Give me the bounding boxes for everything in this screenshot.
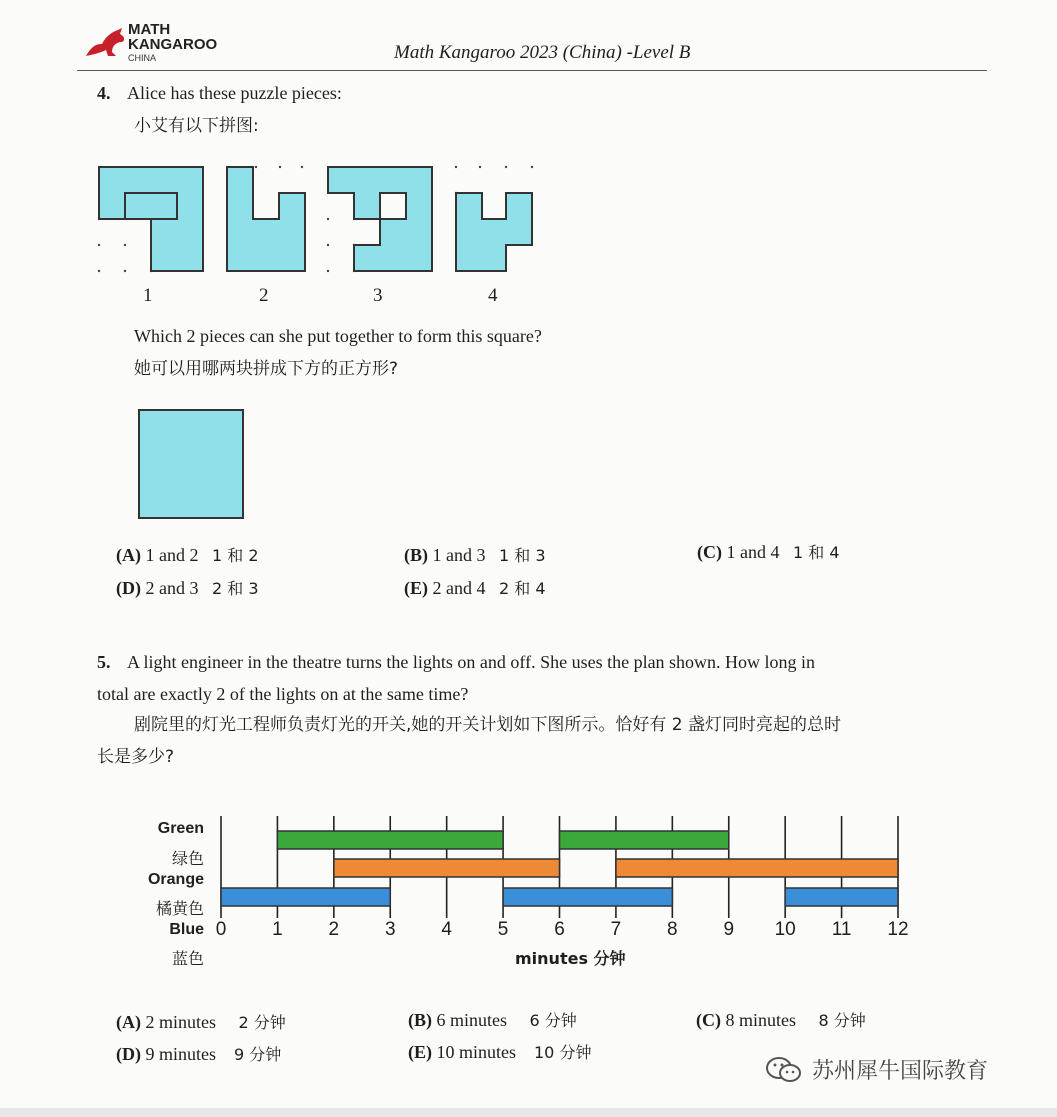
tick-label-8: 8 (667, 919, 678, 940)
q5-text-cn-line1: 剧院里的灯光工程师负责灯光的开关,她的开关计划如下图所示。恰好有 2 盏灯同时亮起的总时 (134, 715, 842, 735)
tick-label-10: 10 (774, 919, 796, 940)
tick-label-6: 6 (554, 919, 565, 940)
logo-china: CHINA (128, 53, 157, 63)
tick-label-5: 5 (497, 919, 509, 940)
watermark (764, 1054, 988, 1085)
q5-option-b[interactable]: (B) 6 minutes 6 分钟 (408, 1010, 577, 1030)
piece-2 (227, 167, 305, 271)
green-bar-1 (277, 831, 503, 849)
orange-bar-2 (616, 859, 898, 877)
q5-option-e[interactable]: (E) 10 minutes 10 分钟 (408, 1042, 592, 1062)
piece-label-3: 3 (373, 285, 383, 306)
wechat-icon (764, 1055, 804, 1085)
green-bar-2 (560, 831, 729, 849)
q4-option-e[interactable]: (E) 2 and 4 2 和 4 (404, 578, 546, 598)
q4-option-d[interactable]: (D) 2 and 3 2 和 3 (116, 578, 259, 598)
q4-question-cn: 她可以用哪两块拼成下方的正方形? (134, 359, 399, 379)
tick-label-3: 3 (384, 919, 396, 940)
q4-option-b[interactable]: (B) 1 and 3 1 和 3 (404, 545, 546, 565)
legend-orange: Orange (147, 871, 204, 888)
piece-label-2: 2 (259, 285, 269, 306)
tick-label-0: 0 (215, 919, 227, 940)
q4-option-c[interactable]: (C) 1 and 4 1 和 4 (697, 542, 840, 562)
puzzle-pieces-figure (90, 158, 540, 283)
kangaroo-logo-icon (82, 26, 128, 60)
piece-label-4: 4 (488, 285, 498, 306)
tick-labels (200, 919, 920, 945)
logo-math: MATH (128, 21, 171, 38)
q5-number: 5. (97, 652, 111, 672)
watermark-text: 苏州犀牛国际教育 (812, 1059, 989, 1084)
logo (82, 20, 222, 65)
tick-label-12: 12 (887, 919, 909, 940)
piece-1 (99, 167, 203, 271)
tick-label-2: 2 (328, 919, 340, 940)
blue-bar-2 (503, 888, 672, 906)
piece-label-1: 1 (143, 285, 153, 306)
q5-text-en-line2: total are exactly 2 of the lights on at the same time? (97, 684, 469, 704)
q4-question-en: Which 2 pieces can she put together to form this square? (134, 326, 542, 346)
target-square (138, 409, 244, 519)
tick-label-9: 9 (723, 919, 735, 940)
legend-blue: Blue (169, 921, 204, 938)
q4-option-a[interactable]: (A) 1 and 2 1 和 2 (116, 545, 259, 565)
header-divider (77, 70, 987, 71)
legend-blue-cn: 蓝色 (171, 949, 204, 968)
header-title: Math Kangaroo 2023 (China) -Level B (394, 42, 691, 63)
q4-number: 4. (97, 83, 111, 103)
q5-option-c[interactable]: (C) 8 minutes 8 分钟 (696, 1010, 866, 1030)
q4-text-cn: 小艾有以下拼图: (134, 116, 259, 136)
q4-text-en: Alice has these puzzle pieces: (127, 83, 342, 103)
bottom-edge (0, 1108, 1057, 1117)
q5-text-en-line1: A light engineer in the theatre turns the lights on and off. She uses the plan shown. How long in (127, 652, 816, 672)
x-axis-label: minutes 分钟 (515, 949, 626, 968)
piece-3 (328, 167, 432, 271)
legend-orange-cn: 橘黄色 (155, 899, 204, 918)
tick-label-7: 7 (610, 919, 622, 940)
piece-4 (456, 193, 532, 271)
q5-text-cn-line2: 长是多少? (97, 747, 175, 767)
tick-label-1: 1 (272, 919, 283, 940)
q5-option-a[interactable]: (A) 2 minutes 2 分钟 (116, 1012, 286, 1032)
orange-bar-1 (334, 859, 560, 877)
q5-option-d[interactable]: (D) 9 minutes 9 分钟 (116, 1044, 282, 1064)
legend-green-cn: 绿色 (171, 849, 204, 868)
logo-kangaroo: KANGAROO (128, 36, 218, 53)
blue-bar-1 (221, 888, 390, 906)
legend-green: Green (157, 820, 204, 837)
tick-label-11: 11 (831, 919, 852, 940)
tick-label-4: 4 (441, 919, 452, 940)
blue-bar-3 (785, 888, 898, 906)
